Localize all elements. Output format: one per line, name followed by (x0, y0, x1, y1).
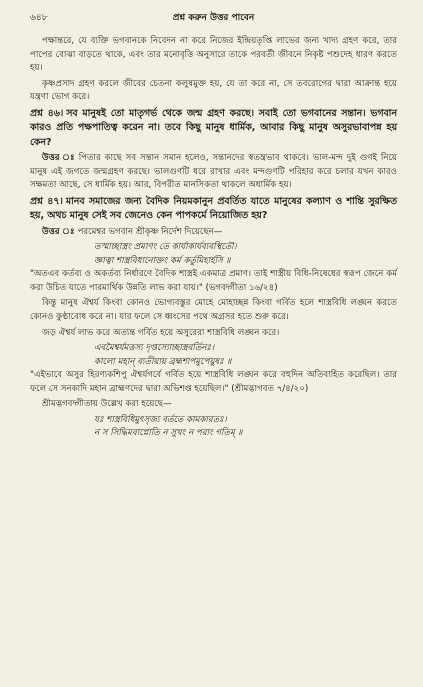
running-title: প্রশ্ন করুন উত্তর পাবেন (172, 13, 255, 23)
verse-line: জ্ঞাত্বা শাস্ত্রবিধানোক্তং কর্ম কর্তুমিহার্হসি ॥ (94, 255, 231, 266)
paragraph: কিন্তু মানুষ ঐশ্বর্য কিংবা কোনও ভোগ্যবস্তুর মোহে মোহাচ্ছন্ন কিংবা গর্বিত হলে শাস্ত্রবিধি লঙ্ঘন করতে কোনও কুণ্ঠাবোধ করে না। যার ফলে সে ধ্বংসের পথে অগ্রসর হতে শুরু করে। (30, 298, 397, 322)
paragraph: জড় ঐশ্বর্য লাভ করে অত্যন্ত গর্বিত হয়ে অসুরেরা শাস্ত্রবিধি লঙ্ঘন করে। (42, 327, 280, 338)
paragraph: পক্ষান্তরে, যে ব্যক্তি ভগবানকে নিবেদন না করে নিজের ইন্দ্রিয়তৃপ্তি লাভের জন্য খাদ্য গ্রহণ করে, তার পাপের বোঝা বাড়তে থাকে, এবং তার মনোবৃত্তি অনুসারে তাকে পরবর্তী জীবনে নিকৃষ্ট পশুদেহ ধারণ করতে হয়। (30, 36, 397, 74)
translation: "অতএব কর্তব্য ও অকর্তব্য নির্ধারণে বৈদিক শাস্ত্রই একমাত্র প্রমাণ। তাই শাস্ত্রীয় বিধি-নিষেধের স্বরূপ জেনে কর্ম করা উচিত যাতে পারমার্থিক উন্নতি লাভ করা যায়।" (ভগবদ্গীতা ১৬/২৪) (30, 269, 397, 293)
verse-line: যঃ শাস্ত্রবিধিমুৎসৃজ্য বর্ততে কামকারতঃ। (94, 414, 227, 425)
answer-label: উত্তর ঃ (42, 226, 75, 237)
answer-46 (30, 152, 397, 193)
question-text: মানব সমাজের জন্য বৈদিক নিয়মকানুন প্রবর্তিত যাতে মানুষের কল্যাণ ও শান্তি সুরক্ষিত হয়, অথচ মানুষ সেই সব জেনেও কেন পাপকর্মে নিয়োজিত হয়? (30, 195, 397, 222)
page-number: ৬৪৮ (30, 13, 48, 23)
question-46 (30, 107, 397, 150)
page-header (30, 10, 397, 25)
answer-label: উত্তর ঃ (42, 153, 76, 164)
translation: "এইভাবে অসুর হিরণ্যকশিপু ঐশ্বর্যগর্বে গর্বিত হয়ে শাস্ত্রবিধি লঙ্ঘন করে বহুদিন অতিবাহিত করেছিল। তার ফলে সে সনকাদি মহান ব্রাহ্মণদের দ্বারা অভিশপ্ত হয়েছিল।" (শ্রীমদ্ভাগবত ৭/৪/২০) (30, 369, 397, 394)
verse-line: কালো মহান্ ব্যতীয়ায় ব্রহ্মশাপমুপেয়ুষঃ ॥ (94, 356, 232, 367)
verse-line: ন স সিদ্ধিমবাপ্নোতি ন সুখং ন পরাং গতিম্ ॥ (94, 428, 243, 439)
question-number: প্রশ্ন ৪৭। (30, 195, 63, 207)
paragraph: কৃষ্ণপ্রসাদ গ্রহণ করলে জীবের চেতনা কলুষমুক্ত হয়, যে তা করে না, সে তবরোগের দ্বারা আক্রান্ত হয়ে যন্ত্রণা ভোগ করে। (30, 78, 397, 103)
verse-line: এবমৈশ্বর্যমত্তস্য দৃপ্তস্যোচ্ছাস্ত্রবর্তিনঃ। (94, 343, 215, 354)
paragraph: শ্রীমদ্ভগবদ্গীতায় উল্লেখ করা হয়েছে— (42, 399, 172, 410)
verse-line: তস্মাচ্ছাস্ত্রং প্রমাণং তে কার্যাকার্যব্যবস্থিতৌ। (94, 242, 237, 253)
question-text: সব মানুষই তো মাতৃগর্ভ থেকে জন্ম গ্রহণ করছে। সবাই তো ভগবানের সন্তান। ভগবান কারও প্রতি পক্ষপাতিত্ব করেন না। তবে কিছু মানুষ ধার্মিক, আবার কিছু মানুষ অসুরভাবাপন্ন হয় কেন? (30, 107, 397, 148)
question-number: প্রশ্ন ৪৬। (30, 107, 64, 119)
question-47 (30, 195, 397, 224)
answer-47 (30, 226, 397, 240)
answer-text: পিতার কাছে সব সন্তান সমান হলেও, সন্তানদের স্বতন্ত্রভাব থাকবে। ভাল-মন্দ দুই গুণই নিয়ে মানুষ এই জগতে জন্মগ্রহণ করছে। ভালগুণটি ধরে রাখার এবং মন্দগুণটি পরিহার করে চলার যখন কারও সক্ষমতা আছে, সে ধার্মিক হয়। আর, বিপরীত মানসিকতা থাকলে অধার্মিক হয়। (30, 153, 397, 191)
answer-text: পরমেশ্বর ভগবান শ্রীকৃষ্ণ নির্দেশ দিয়েছেন— (77, 226, 223, 237)
